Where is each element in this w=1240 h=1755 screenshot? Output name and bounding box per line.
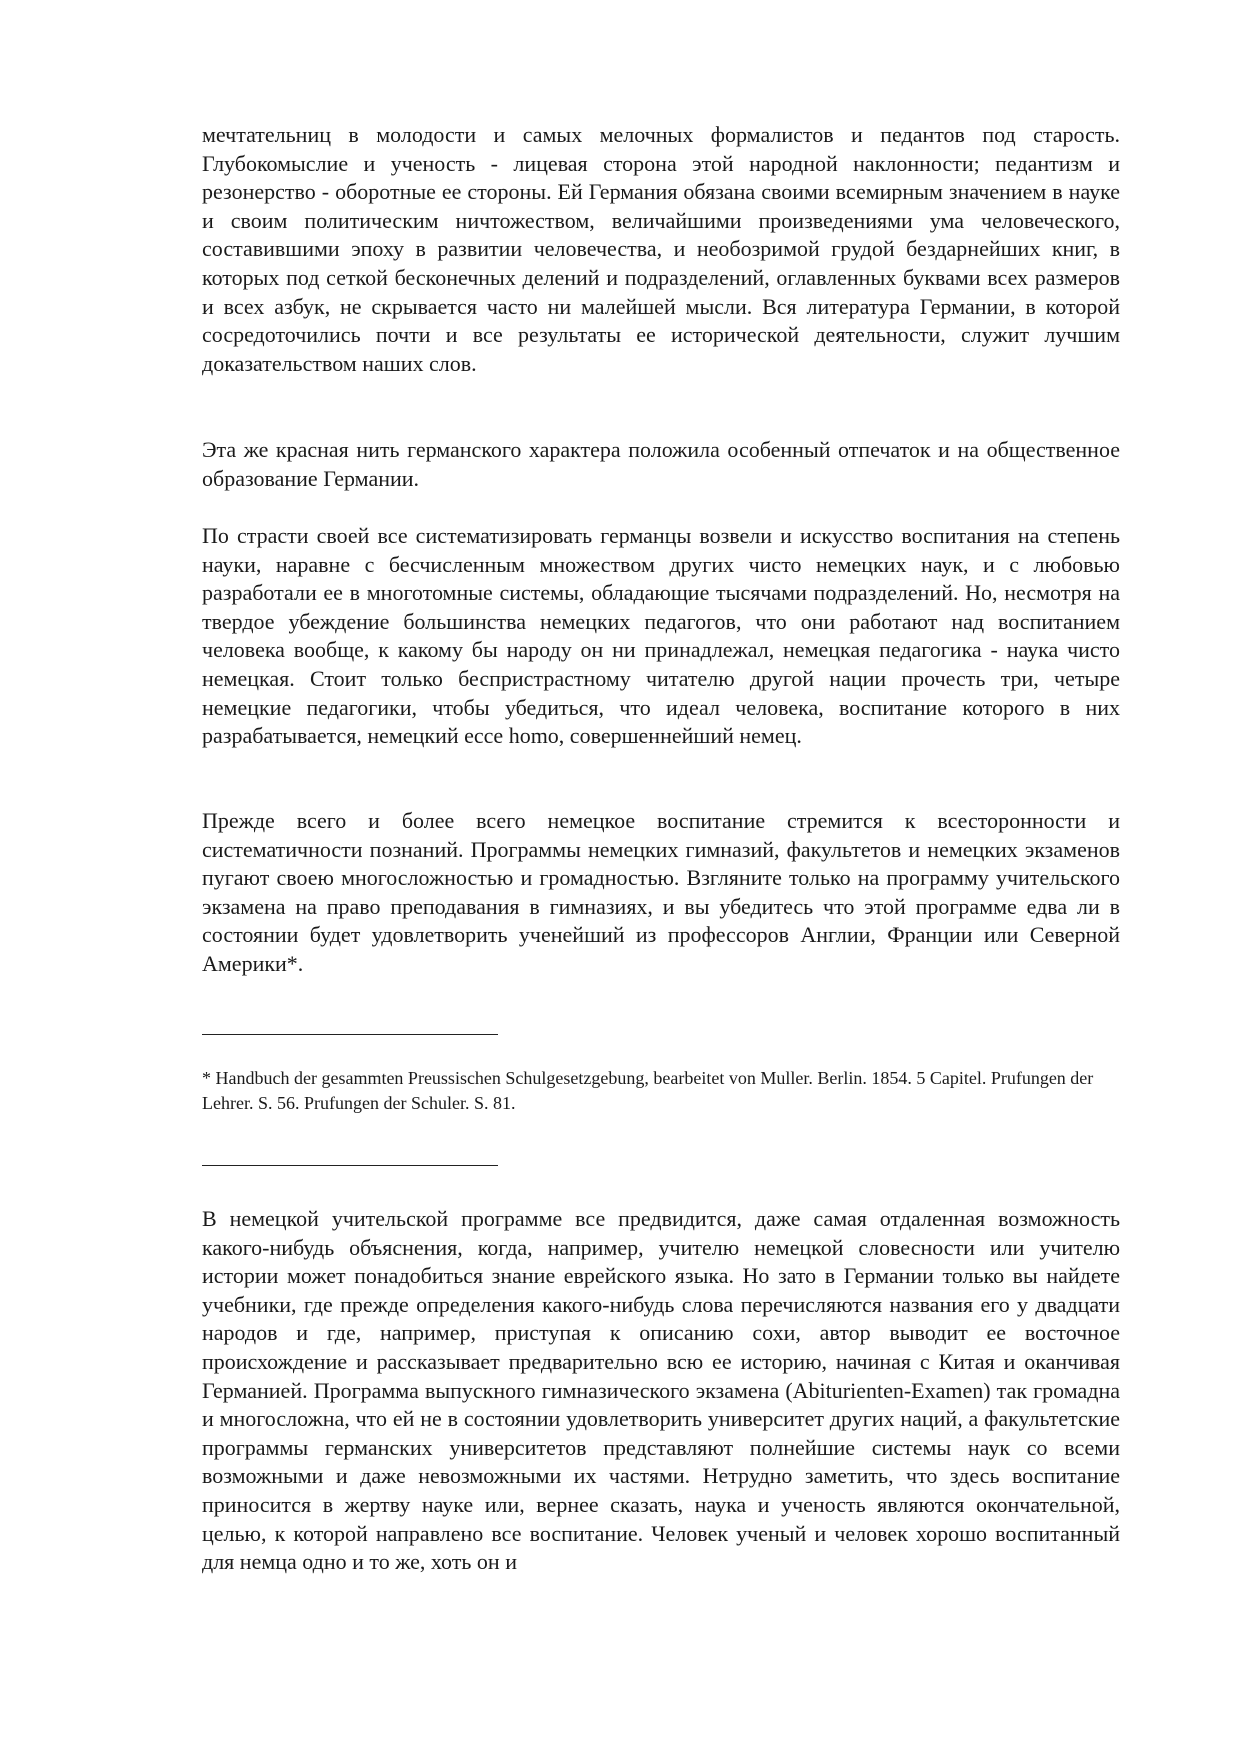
paragraph-3 xyxy=(202,522,1120,751)
paragraph-5 xyxy=(202,1205,1120,1577)
paragraph-text: По страсти своей все систематизировать германцы возвели и искусство воспитания на степень науки, наравне с бесчисленным множеством других чисто немецких наук, и с любовью разработали ее в многотомные системы, обладающие тысячами подразделений. Но, несмотря на твердое убеждение большинства немецких педагогов, что они работают над воспитанием человека вообще, к какому бы народу он ни принадлежал, немецкая педагогика - наука чисто немецкая. Стоит только беспристрастному читателю другой нации прочесть три, четыре немецкие педагогики, чтобы убедиться, что идеал человека, воспитание которого в них разрабатывается, немецкий ecce homo, совершеннейший немец. xyxy=(202,523,1120,749)
paragraph-text: мечтательниц в молодости и самых мелочных формалистов и педантов под старость. Глубокомыслие и ученость - лицевая сторона этой народной наклонности; педантизм и резонерство - оборотные ее стороны. Ей Германия обязана своими всемирным значением в науке и своим политическим ничтожеством, величайшими произведениями ума человеческого, составившими эпоху в развитии человечества, и необозримой грудой бездарнейших книг, в которых под сеткой бесконечных делений и подразделений, оглавленных буквами всех размеров и всех азбук, не скрывается часто ни малейшей мысли. Вся литература Германии, в которой сосредоточились почти и все результаты ее исторической деятельности, служит лучшим доказательством наших слов. xyxy=(202,122,1120,376)
paragraph-2 xyxy=(202,436,1120,493)
paragraph-text: Эта же красная нить германского характера положила особенный отпечаток и на общественное образование Германии. xyxy=(202,437,1120,491)
footnote-separator-bottom xyxy=(202,1165,498,1166)
paragraph-text: В немецкой учительской программе все предвидится, даже самая отдаленная возможность какого-нибудь объяснения, когда, например, учителю немецкой словесности или учителю истории может понадобиться знание еврейского языка. Но зато в Германии только вы найдете учебники, где прежде определения какого-нибудь слова перечисляются названия его у двадцати народов и где, например, приступая к описанию сохи, автор выводит ее восточное происхождение и рассказывает предварительно всю ее историю, начиная с Китая и оканчивая Германией. Программа выпускного гимназического экзамена (Abiturienten-Examen) так громадна и многосложна, что ей не в состоянии удовлетворить университет других наций, а факультетские программы германских университетов представляют полнейшие системы наук со всеми возможными и даже невозможными их частями. Нетрудно заметить, что здесь воспитание приносится в жертву науке или, вернее сказать, наука и ученость являются окончательной, целью, к которой направлено все воспитание. Человек ученый и человек хорошо воспитанный для немца одно и то же, хоть он и xyxy=(202,1206,1120,1575)
footnote: * Handbuch der gesammten Preussischen Schulgesetzgebung, bearbeitet von Muller. Berlin. 1854. 5 Capitel. Prufungen der Lehrer. S. 56. Prufungen der Schuler. S. 81. xyxy=(202,1068,1094,1113)
paragraph-text: Прежде всего и более всего немецкое воспитание стремится к всесторонности и систематичности познаний. Программы немецких гимназий, факультетов и немецких экзаменов пугают своею многосложностью и громадностью. Взгляните только на программу учительского экзамена на право преподавания в гимназиях, и вы убедитесь что этой программе едва ли в состоянии будет удовлетворить ученейший из профессоров Англии, Франции или Северной Америки*. xyxy=(202,808,1120,976)
paragraph-1 xyxy=(202,121,1120,378)
paragraph-4 xyxy=(202,807,1120,979)
footnote-separator-top xyxy=(202,1034,498,1035)
